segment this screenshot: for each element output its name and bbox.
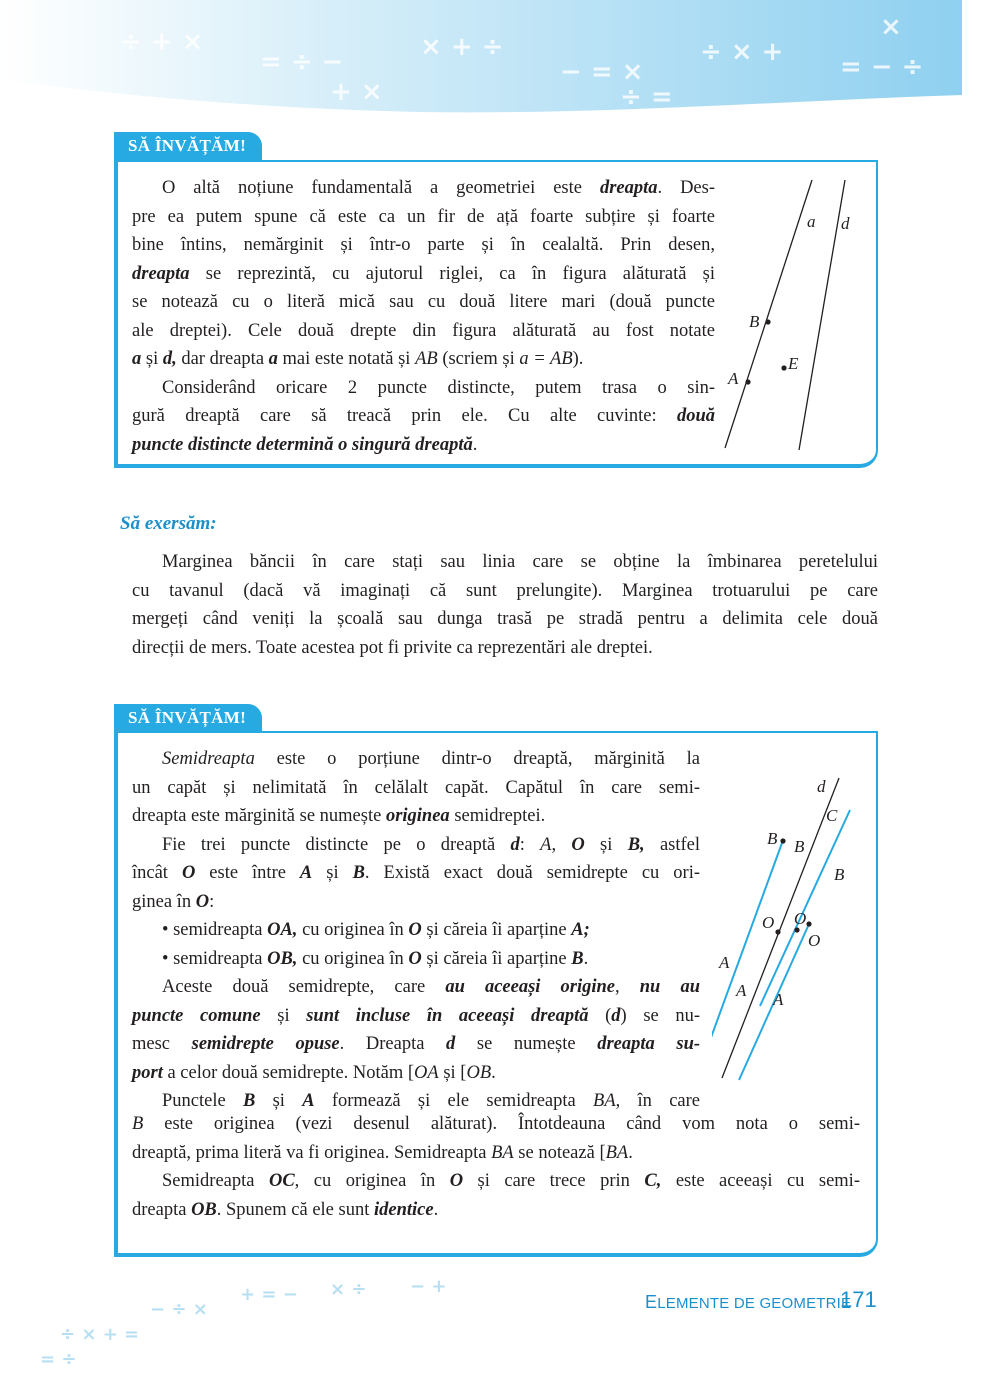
label-C: C (826, 806, 838, 825)
label-B: B (767, 829, 778, 848)
label-A: A (719, 953, 730, 972)
text-line: B este originea (vezi desenul alăturat). Întotdeauna când vom nota o semi- (132, 1114, 860, 1134)
text-line: puncte comune și sunt incluse în aceeași dreaptă (d) se nu- (132, 1005, 701, 1026)
label-O: O (762, 913, 775, 932)
list-item: • semidreapta OA, cu originea în O și căreia îi aparține A; (162, 920, 590, 940)
svg-text:×: × (880, 12, 902, 42)
label-d: d (841, 214, 850, 233)
text-line: mesc semidrepte opuse. Dreapta d se numește dreapta su- (132, 1034, 701, 1054)
svg-text:= ÷: = ÷ (40, 1349, 77, 1370)
label-A: A (728, 369, 739, 388)
text-line: Semidreapta OC, cu originea în O și care trece prin C, este aceeași cu semi- (162, 1171, 860, 1191)
text-line: se notează cu o literă mică sau cu două litere mari (două puncte (132, 292, 715, 312)
label-a: a (807, 212, 816, 231)
text-line: cu tavanul (dacă vă imaginați că sunt prelungite). Marginea trotuarului pe care (132, 580, 878, 601)
svg-text:+ = −: + = − (240, 1284, 298, 1305)
svg-text:× ÷: × ÷ (330, 1279, 367, 1300)
text-line: Considerând oricare 2 puncte distincte, putem trasa o sin- (162, 377, 715, 398)
label-O: O (808, 931, 821, 950)
chapter-title: ELEMENTE DE GEOMETRIE (645, 1292, 852, 1312)
text-line: puncte distincte determină o singură dreaptă. (132, 434, 478, 455)
learn-tab-1: SĂ ÎNVĂȚĂM! (114, 132, 262, 160)
label-E: E (788, 354, 799, 373)
text-line: Punctele B și A formează și ele semidreapta BA, în care (162, 1091, 700, 1111)
label-A: A (773, 990, 784, 1009)
text-line: dreapta OB. Spunem că ele sunt identice. (132, 1199, 439, 1220)
box1-text (132, 174, 715, 459)
svg-text:= ÷ −: = ÷ − (260, 47, 344, 77)
svg-text:÷ =: ÷ = (620, 82, 673, 112)
svg-text:+ ×: + × (330, 77, 383, 107)
exercise-text (132, 548, 878, 662)
label-O: O (794, 909, 807, 928)
text-line: dreapta este mărginită se numește originea semidreptei. (132, 806, 546, 826)
text-line: un capăt și nelimitată în celălalt capăt. Capătul în care semi- (132, 777, 700, 798)
svg-text:÷ × + =: ÷ × + = (60, 1324, 140, 1345)
text-line: gură dreaptă care să treacă prin ele. Cu alte cuvinte: două (132, 406, 715, 426)
text-line: Aceste două semidrepte, care au aceeași origine, nu au (162, 977, 700, 997)
svg-text:÷ × +: ÷ × + (700, 37, 784, 67)
text-line: Marginea băncii în care stați sau linia care se obține la îmbinarea peretelului (162, 552, 878, 572)
text-line: pre ea putem spune că este ca un fir de ață foarte subțire și foarte (132, 206, 715, 227)
box2-text (132, 745, 700, 1116)
figure-lines-a-d (715, 172, 865, 462)
svg-text:− ÷ ×: − ÷ × (150, 1299, 208, 1320)
top-decorative-banner (0, 0, 992, 120)
label-d: d (817, 777, 826, 796)
learn-tab-2: SĂ ÎNVĂȚĂM! (114, 704, 262, 732)
text-line: Fie trei puncte distincte pe o dreaptă d: A, O și B, astfel (162, 834, 701, 855)
bottom-decorative-banner (0, 1270, 500, 1380)
text-line: direcții de mers. Toate acestea pot fi privite ca reprezentări ale dreptei. (132, 637, 653, 658)
label-B: B (834, 865, 845, 884)
text-line: bine întins, nemărginit și într-o parte și în cealaltă. Prin desen, (132, 235, 715, 255)
label-B: B (794, 837, 805, 856)
text-line: dreaptă, prima literă va fi originea. Semidreapta BA se notează [BA. (132, 1142, 633, 1163)
text-line: a și d, dar dreapta a mai este notată și AB (scriem și a = AB). (132, 349, 584, 369)
text-line: port a celor două semidrepte. Notăm [OA și [OB. (132, 1062, 496, 1083)
text-line: ginea în O: (132, 891, 215, 912)
text-line: dreapta se reprezintă, cu ajutorul riglei, ca în figura alăturată și (132, 263, 715, 284)
text-line: ale dreptei). Cele două drepte din figura alăturată au fost notate (132, 320, 715, 341)
exercise-heading: Să exersăm: (120, 513, 217, 534)
list-item: • semidreapta OB, cu originea în O și căreia îi aparține B. (162, 948, 589, 969)
svg-text:× + ÷: × + ÷ (420, 32, 504, 62)
label-B: B (749, 312, 760, 331)
figure-half-lines (712, 768, 862, 1086)
text-line: O altă noțiune fundamentală a geometriei este dreapta. Des- (162, 178, 716, 198)
text-line: încât O este între A și B. Există exact două semidrepte cu ori- (132, 863, 700, 883)
label-A: A (736, 981, 747, 1000)
svg-text:− +: − + (410, 1276, 447, 1297)
svg-text:− = ×: − = × (560, 57, 644, 87)
text-line: Semidreapta este o porțiune dintr-o dreaptă, mărginită la (162, 749, 700, 769)
page-number: 171 (840, 1287, 877, 1312)
text-line: mergeți când veniți la școală sau dunga trasă pe stradă pentru a delimita cele două (132, 609, 878, 629)
svg-text:÷ + ×: ÷ + × (120, 27, 204, 57)
box2-full-text (132, 1110, 860, 1224)
svg-text:= − ÷: = − ÷ (840, 52, 924, 82)
